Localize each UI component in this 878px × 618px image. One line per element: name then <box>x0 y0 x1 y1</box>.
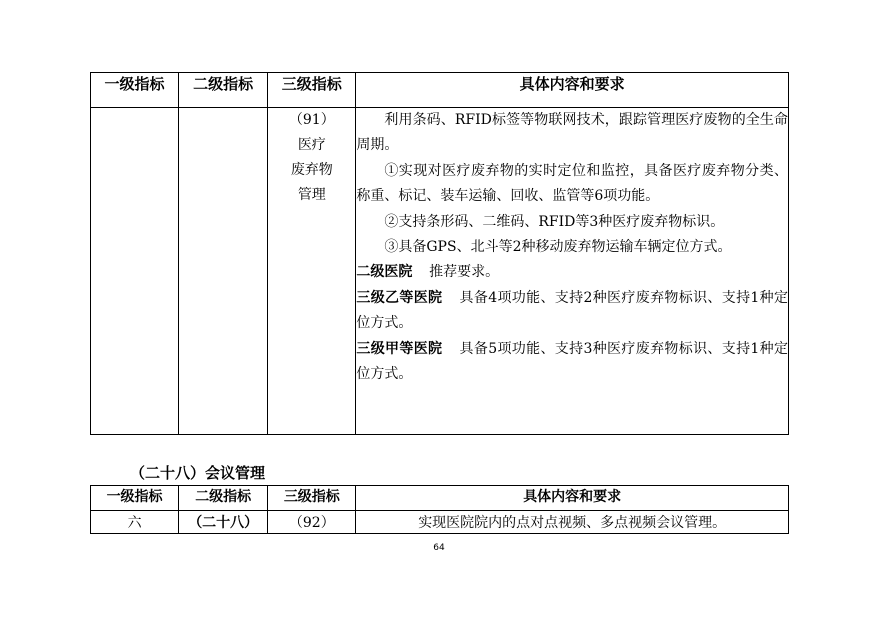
header-content: 具体内容和要求 <box>356 73 789 108</box>
level3-line: 管理 <box>297 187 326 203</box>
requirement-tertiary-b <box>356 286 788 337</box>
cell-level3 <box>268 108 356 435</box>
table-header-row <box>91 486 789 511</box>
table-row <box>91 108 789 435</box>
header-level2: 二级指标 <box>179 486 268 511</box>
level3-line: （91） <box>288 112 335 128</box>
requirement-label: 二级医院 <box>356 264 413 281</box>
requirement-text: 具备5项功能、支持3种医疗废弃物标识、支持1种定位方式。 <box>356 340 788 383</box>
section-title: （二十八）会议管理 <box>130 464 266 482</box>
header-level3: 三级指标 <box>268 73 356 108</box>
table-header-row <box>91 73 789 108</box>
table-row <box>91 511 789 534</box>
requirement-label: 三级甲等医院 <box>356 340 443 357</box>
cell-level2-empty <box>179 108 268 435</box>
level3-line: 废弃物 <box>290 162 333 178</box>
requirement-text: 推荐要求。 <box>429 264 500 281</box>
header-level1: 一级指标 <box>91 73 179 108</box>
indicator-table-meeting <box>90 485 789 534</box>
cell-content: 实现医院院内的点对点视频、多点视频会议管理。 <box>356 511 789 534</box>
header-level3: 三级指标 <box>268 486 356 511</box>
content-item-1: ①实现对医疗废弃物的实时定位和监控，具备医疗废弃物分类、称重、标记、装车运输、回收、监管等6项功能。 <box>356 162 788 205</box>
header-level1: 一级指标 <box>91 486 179 511</box>
page-number: 64 <box>433 543 445 553</box>
requirement-tertiary-a <box>356 337 788 388</box>
header-level2: 二级指标 <box>179 73 268 108</box>
requirement-text: 具备4项功能、支持2种医疗废弃物标识、支持1种定位方式。 <box>356 289 788 332</box>
requirement-label: 三级乙等医院 <box>356 289 443 306</box>
requirement-secondary <box>356 260 788 285</box>
content-item-3: ③具备GPS、北斗等2种移动废弃物运输车辆定位方式。 <box>384 239 732 256</box>
cell-level3: （92） <box>268 511 356 534</box>
content-item-2: ②支持条形码、二维码、RFID等3种医疗废弃物标识。 <box>384 213 725 230</box>
header-content: 具体内容和要求 <box>356 486 789 511</box>
cell-content <box>356 108 789 435</box>
cell-level2: （二十八） <box>179 511 268 534</box>
content-intro: 利用条码、RFID标签等物联网技术，跟踪管理医疗废物的全生命周期。 <box>356 112 788 154</box>
indicator-table-medical-waste <box>90 72 789 435</box>
cell-level1: 六 <box>91 511 179 534</box>
cell-level1-empty <box>91 108 179 435</box>
level3-line: 医疗 <box>297 137 326 153</box>
